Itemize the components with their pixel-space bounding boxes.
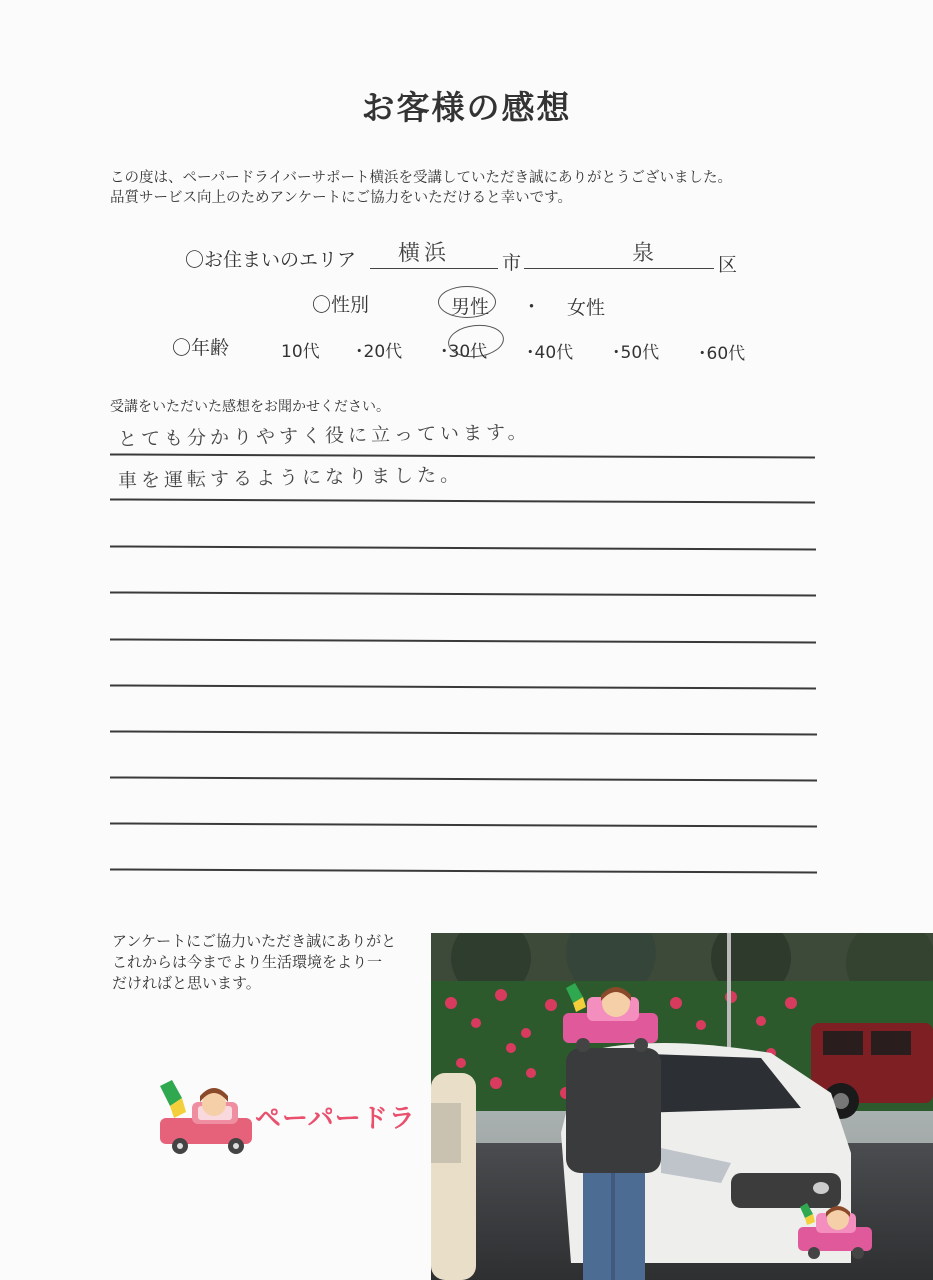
closing-line-1: アンケートにご協力いただき誠にありがと [112,932,397,950]
intro-line-2: 品質サービス向上のためアンケートにご協力をいただけると幸いです。 [110,190,572,206]
ward-suffix: 区 [718,254,738,276]
impressions-prompt: 受講をいただいた感想をお聞かせください。 [110,399,390,415]
ward-value: 泉 [631,240,659,267]
gender-option-male[interactable]: 男性 [451,296,490,318]
intro-line-1: この度は、ペーパードライバーサポート横浜を受講していただき誠にありがとうございました。 [110,170,733,186]
age-option-40[interactable]: ･40代 [526,343,574,363]
closing-line-2: これからは今までより生活環境をより一 [112,953,383,971]
age-label: 〇年齢 [172,337,230,359]
impression-line-1: とても分かりやすく役に立っています。 [117,421,531,451]
age-option-30[interactable]: ･30代 [440,342,488,362]
closing-line-3: だければと思います。 [112,974,261,992]
gender-label: 〇性別 [312,294,370,316]
age-option-50[interactable]: ･50代 [612,343,660,363]
city-field[interactable] [370,242,498,269]
age-option-60[interactable]: ･60代 [698,344,746,364]
ruled-line [110,868,817,873]
city-suffix: 市 [502,252,522,274]
brand-logo-text: ペーパードラ [255,1104,416,1134]
beginner-car-logo [152,1078,262,1158]
age-option-20[interactable]: ･20代 [355,342,403,362]
customer-photo [431,933,933,1280]
ruled-line [110,453,815,458]
ruled-line [110,684,816,689]
ward-field[interactable] [524,242,714,269]
age-option-10[interactable]: 10代 [281,342,320,362]
ruled-line [110,822,817,827]
area-label: 〇お住まいのエリア [185,249,357,271]
page-title: お客様の感想 [361,88,572,127]
ruled-line [110,638,816,643]
ruled-line [110,591,816,596]
impression-line-2: 車を運転するようになりました。 [117,463,464,493]
city-value: 横浜 [397,240,451,267]
ruled-line [110,498,815,503]
ruled-line [110,776,817,781]
ruled-line [110,730,817,735]
ruled-line [110,545,816,550]
gender-separator: ・ [522,296,542,318]
gender-option-female[interactable]: 女性 [567,297,606,319]
